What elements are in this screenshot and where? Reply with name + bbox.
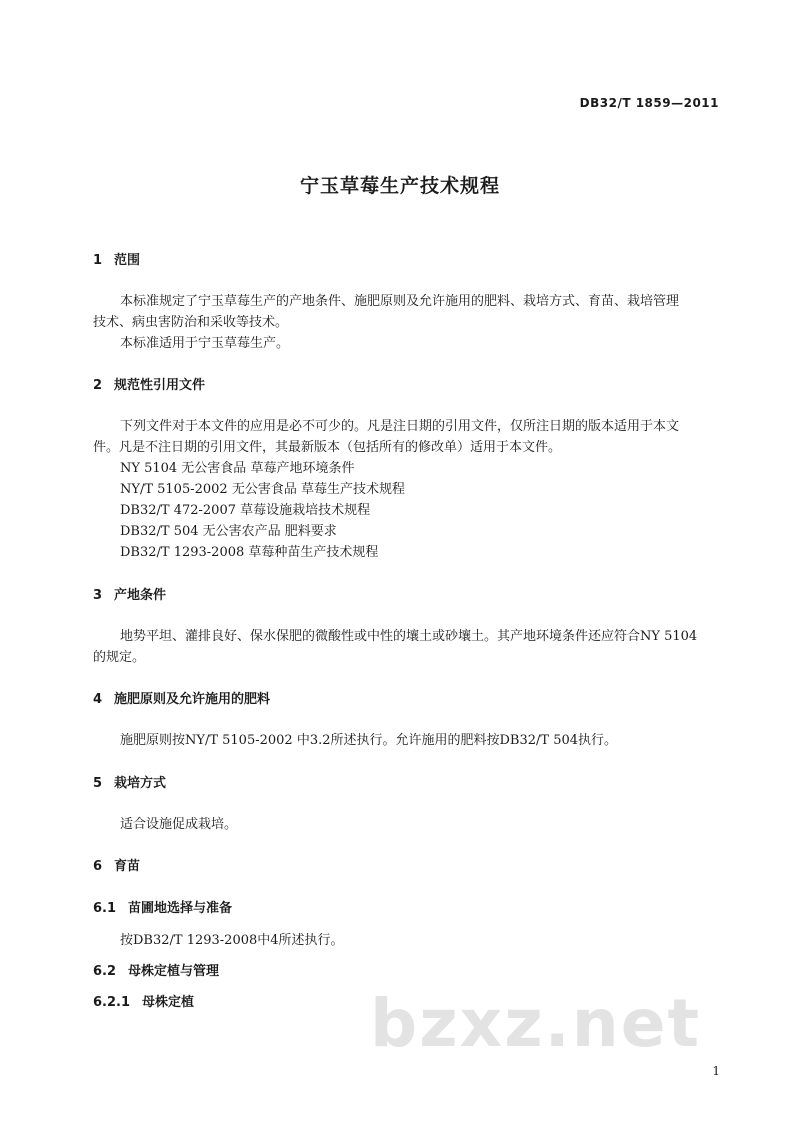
section-6-1-paragraph: 按DB32/T 1293-2008中4所述执行。 [120,933,344,948]
section-4-heading: 4 施肥原则及允许施用的肥料 [93,692,271,707]
section-6-heading: 6 育苗 [93,859,141,874]
section-6-2-1-heading: 6.2.1 母株定植 [93,995,195,1010]
section-5-paragraph: 适合设施促成栽培。 [120,817,238,832]
section-3-heading: 3 产地条件 [93,588,167,603]
section-1-paragraph: 本标准规定了宁玉草莓生产的产地条件、施肥原则及允许施用的肥料、栽培方式、育苗、栽培管理 [120,294,680,309]
section-1-heading: 1 范围 [93,253,141,268]
section-6-1-heading: 6.1 苗圃地选择与准备 [93,901,233,916]
section-2-paragraph: 下列文件对于本文件的应用是必不可少的。凡是注日期的引用文件，仅所注日期的版本适用于本文 [120,419,680,434]
document-number: DB32/T 1859—2011 [579,96,719,110]
reference-item: NY/T 5105-2002 无公害食品 草莓生产技术规程 [120,482,405,497]
reference-item: DB32/T 504 无公害农产品 肥料要求 [120,524,337,539]
section-1-paragraph-2: 本标准适用于宁玉草莓生产。 [120,336,290,351]
section-2-heading: 2 规范性引用文件 [93,378,206,393]
section-5-heading: 5 栽培方式 [93,776,167,791]
section-2-paragraph-cont: 件。凡是不注日期的引用文件，其最新版本（包括所有的修改单）适用于本文件。 [93,440,562,455]
section-3-paragraph-cont: 的规定。 [93,650,146,665]
watermark: bzxz.net [370,985,702,1062]
section-4-paragraph: 施肥原则按NY/T 5105-2002 中3.2所述执行。允许施用的肥料按DB32/T 504执行。 [120,733,618,748]
reference-item: NY 5104 无公害食品 草莓产地环境条件 [120,461,355,476]
page-title: 宁玉草莓生产技术规程 [299,175,500,197]
page-number: 1 [712,1064,720,1078]
section-1-paragraph-cont: 技术、病虫害防治和采收等技术。 [93,315,289,330]
section-3-paragraph: 地势平坦、灌排良好、保水保肥的微酸性或中性的壤土或砂壤土。其产地环境条件还应符合NY 5104 [120,629,698,644]
section-6-2-heading: 6.2 母株定植与管理 [93,964,220,979]
reference-item: DB32/T 1293-2008 草莓种苗生产技术规程 [120,545,379,560]
reference-item: DB32/T 472-2007 草莓设施栽培技术规程 [120,503,371,518]
